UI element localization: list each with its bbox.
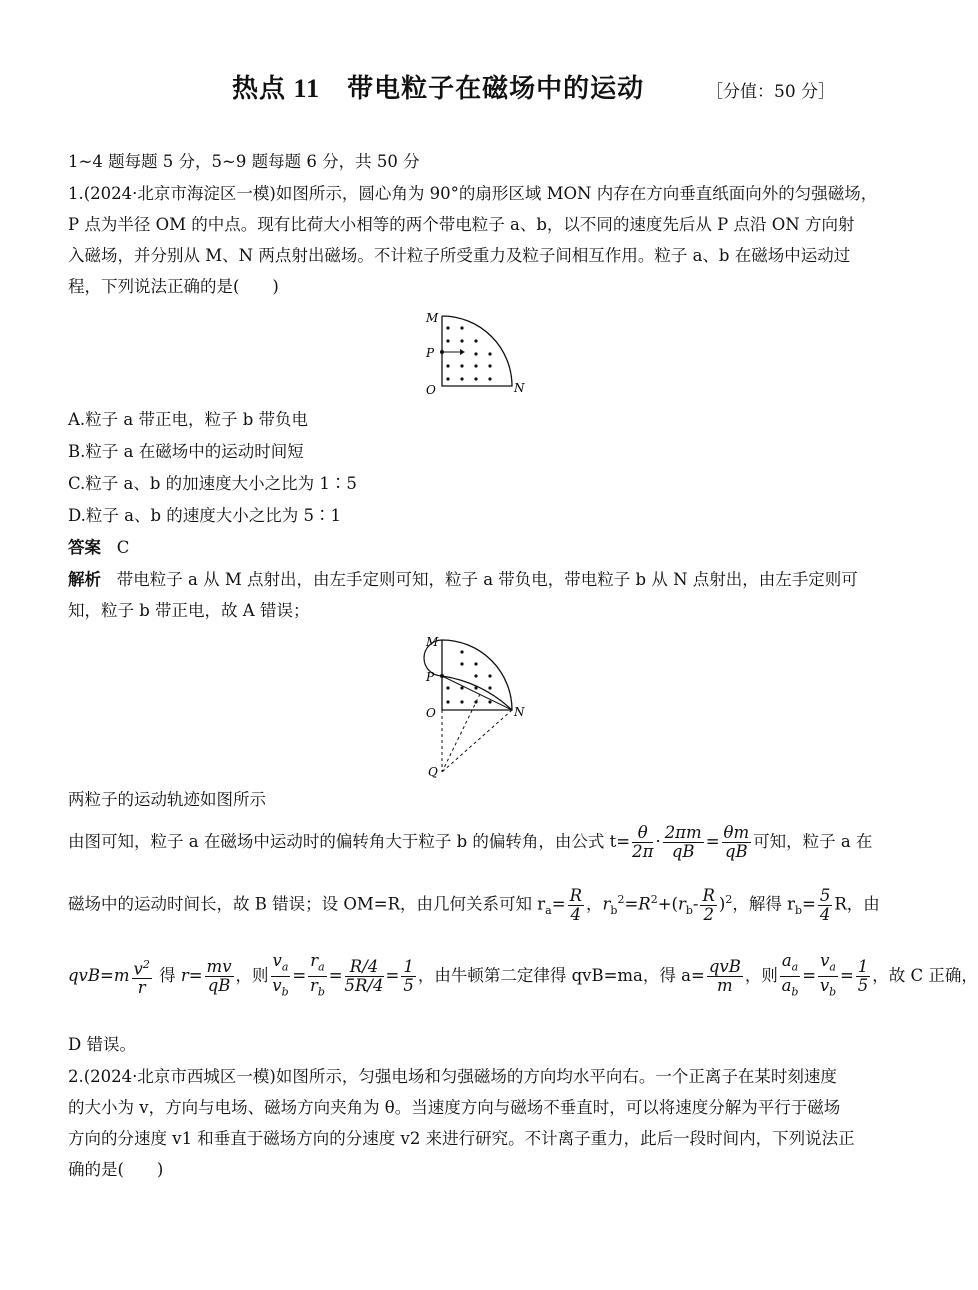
a5-text-mid1: ，由牛顿第二定律得 qvB=ma，得 a= (417, 966, 705, 985)
point-p (440, 674, 444, 678)
frac-va-vb-2: $\frac{v_a}{v_b}$ (819, 950, 837, 999)
frac-5-4: $\frac{5}{4}$ (819, 885, 831, 924)
label-m: M (426, 311, 439, 325)
a4-text-end: R，由 (834, 894, 880, 914)
frac-thetam-qb: $\frac{\theta m}{qB}$ (723, 823, 750, 861)
label-o: O (426, 706, 436, 720)
answer-value: C (116, 538, 130, 557)
q1-analysis-line-2: 知，粒子 b 带正电，故 A 错误； (68, 601, 310, 620)
answer-label: 答案 (68, 538, 101, 557)
q1-line-1: 1.(2024·北京市海淀区一模)如图所示，圆心角为 90°的扇形区域 MON 内存在方向垂直纸面向外的匀强磁场， (68, 184, 878, 203)
scoring-line: 1~4 题每题 5 分，5~9 题每题 6 分，共 50 分 (68, 152, 420, 171)
figure-caption: 两粒子的运动轨迹如图所示 (68, 790, 266, 809)
frac-1-5-2: $\frac{1}{5}$ (857, 957, 869, 995)
a4-text-mid: ，解得 r (732, 894, 795, 914)
frac-2pim-qb: $\frac{2\pi m}{qB}$ (664, 823, 702, 861)
a5-text-end: ，故 C 正确， (872, 966, 978, 985)
q1-analysis-line-5: qvB=m $\frac{v^2}{r}$ 得 r= $\frac{mv}{qB}$ ，则 $\frac{v_a}{v_b}$ = $\frac{r_a}{r_b}$ = $\frac{R/4}{5R/4}$ = $\frac{1}{5}$ ，由牛顿第二定律得 qvB=ma，得 a= $\frac{\text{qvB}}{m}$ ，则 $\frac{a_a}{a_b}$ = $\frac{v_a}{v_b}$ = $\frac{1}{5}$ ，故 C 正确， (68, 950, 978, 1002)
q1-sector-figure (420, 308, 540, 400)
frac-mv-qb: $\frac{mv}{qB}$ (206, 957, 232, 995)
point-p (440, 350, 444, 354)
frac-va-vb: $\frac{v_a}{v_b}$ (272, 950, 289, 999)
label-m: M (426, 635, 439, 649)
q1-analysis-line-6: D 错误。 (68, 1035, 136, 1054)
a3-text-post: 可知，粒子 a 在 (753, 832, 873, 851)
q2-line-1: 2.(2024·北京市西城区一模)如图所示，匀强电场和匀强磁场的方向均水平向右。一个正离子在某时刻速度 (68, 1067, 837, 1086)
frac-aa-ab: $\frac{a_a}{a_b}$ (781, 950, 799, 999)
score-note: ［分值：50 分］ (706, 82, 836, 102)
q1-answer (68, 538, 129, 558)
dashed-mid (442, 694, 480, 772)
frac-ra-rb: $\frac{r_a}{r_b}$ (309, 950, 325, 999)
q2-line-4: 确的是( ) (68, 1160, 164, 1179)
analysis-text-1: 带电粒子 a 从 M 点射出，由左手定则可知，粒子 a 带负电，带电粒子 b 从 N 点射出，由左手定则可 (116, 570, 858, 589)
frac-1-5: $\frac{1}{5}$ (403, 957, 414, 995)
frac-v2-r: $\frac{v^2}{r}$ (133, 957, 150, 998)
chord-pn (442, 676, 512, 710)
q2-line-3: 方向的分速度 v1 和垂直于磁场方向的分速度 v2 来进行研究。不计离子重力，此后一段时间内，下列说法正 (68, 1129, 855, 1148)
page-title: 热点 11 带电粒子在磁场中的运动 (232, 74, 645, 103)
label-q: Q (428, 765, 438, 779)
analysis-label: 解析 (68, 570, 101, 589)
label-p: P (426, 670, 435, 684)
frac-qvb-m: $\frac{\text{qvB}}{m}$ (708, 957, 741, 995)
label-p: P (426, 346, 435, 360)
field-dots (446, 650, 491, 703)
a3-text-pre: 由图可知，粒子 a 在磁场中运动时的偏转角大于粒子 b 的偏转角，由公式 t= (68, 832, 631, 851)
q1-option-b: B.粒子 a 在磁场中的运动时间短 (68, 442, 304, 461)
q1-analysis-line-3: 由图可知，粒子 a 在磁场中运动时的偏转角大于粒子 b 的偏转角，由公式 t= $\frac{\theta}{2\pi}$ · $\frac{2\pi m}{qB}$ = $\frac{\theta m}{qB}$ 可知，粒子 a 在 (68, 823, 873, 861)
arrow-head (460, 349, 465, 355)
q1-option-c: C.粒子 a、b 的加速度大小之比为 1∶5 (68, 474, 357, 493)
q1-option-a: A.粒子 a 带正电，粒子 b 带负电 (68, 410, 309, 429)
frac-compound: $\frac{R/4}{5R/4}$ (344, 957, 384, 995)
frac-r-4: $\frac{R}{4}$ (569, 885, 582, 924)
q1-line-2: P 点为半径 OM 的中点。现有比荷大小相等的两个带电粒子 a、b，以不同的速度先后从 P 点沿 ON 方向射 (68, 215, 855, 234)
q1-option-d: D.粒子 a、b 的速度大小之比为 5∶1 (68, 506, 342, 525)
q1-analysis-line-1 (68, 570, 858, 590)
field-dots (446, 326, 491, 380)
sector-boundary (442, 316, 512, 386)
a4-text-pre: 磁场中的运动时间长，故 B 错误；设 OM=R，由几何关系可知 r (68, 894, 546, 914)
q2-line-2: 的大小为 v，方向与电场、磁场方向夹角为 θ。当速度方向与磁场不垂直时，可以将速度分解为平行于磁场 (68, 1098, 841, 1117)
q1-trajectory-figure (420, 630, 540, 780)
frac-r-2: $\frac{R}{2}$ (702, 885, 715, 924)
label-n: N (514, 705, 525, 719)
label-o: O (426, 383, 436, 397)
label-n: N (514, 381, 525, 395)
q1-line-3: 入磁场，并分别从 M、N 两点射出磁场。不计粒子所受重力及粒子间相互作用。粒子 a、b 在磁场中运动过 (68, 246, 851, 265)
q1-analysis-line-4: 磁场中的运动时间长，故 B 错误；设 OM=R，由几何关系可知 $r_a=$ $\frac{R}{4}$ ，$r_b^2=R^2+(r_b-$ $\frac{R}{2}$ )$^2$，解得 $r_b=$ $\frac{5}{4}$ R，由 (68, 885, 880, 924)
frac-theta-2pi: $\frac{\theta}{2\pi}$ (632, 823, 654, 861)
q1-line-4: 程，下列说法正确的是( ) (68, 277, 279, 296)
dashed-nq (442, 710, 512, 772)
